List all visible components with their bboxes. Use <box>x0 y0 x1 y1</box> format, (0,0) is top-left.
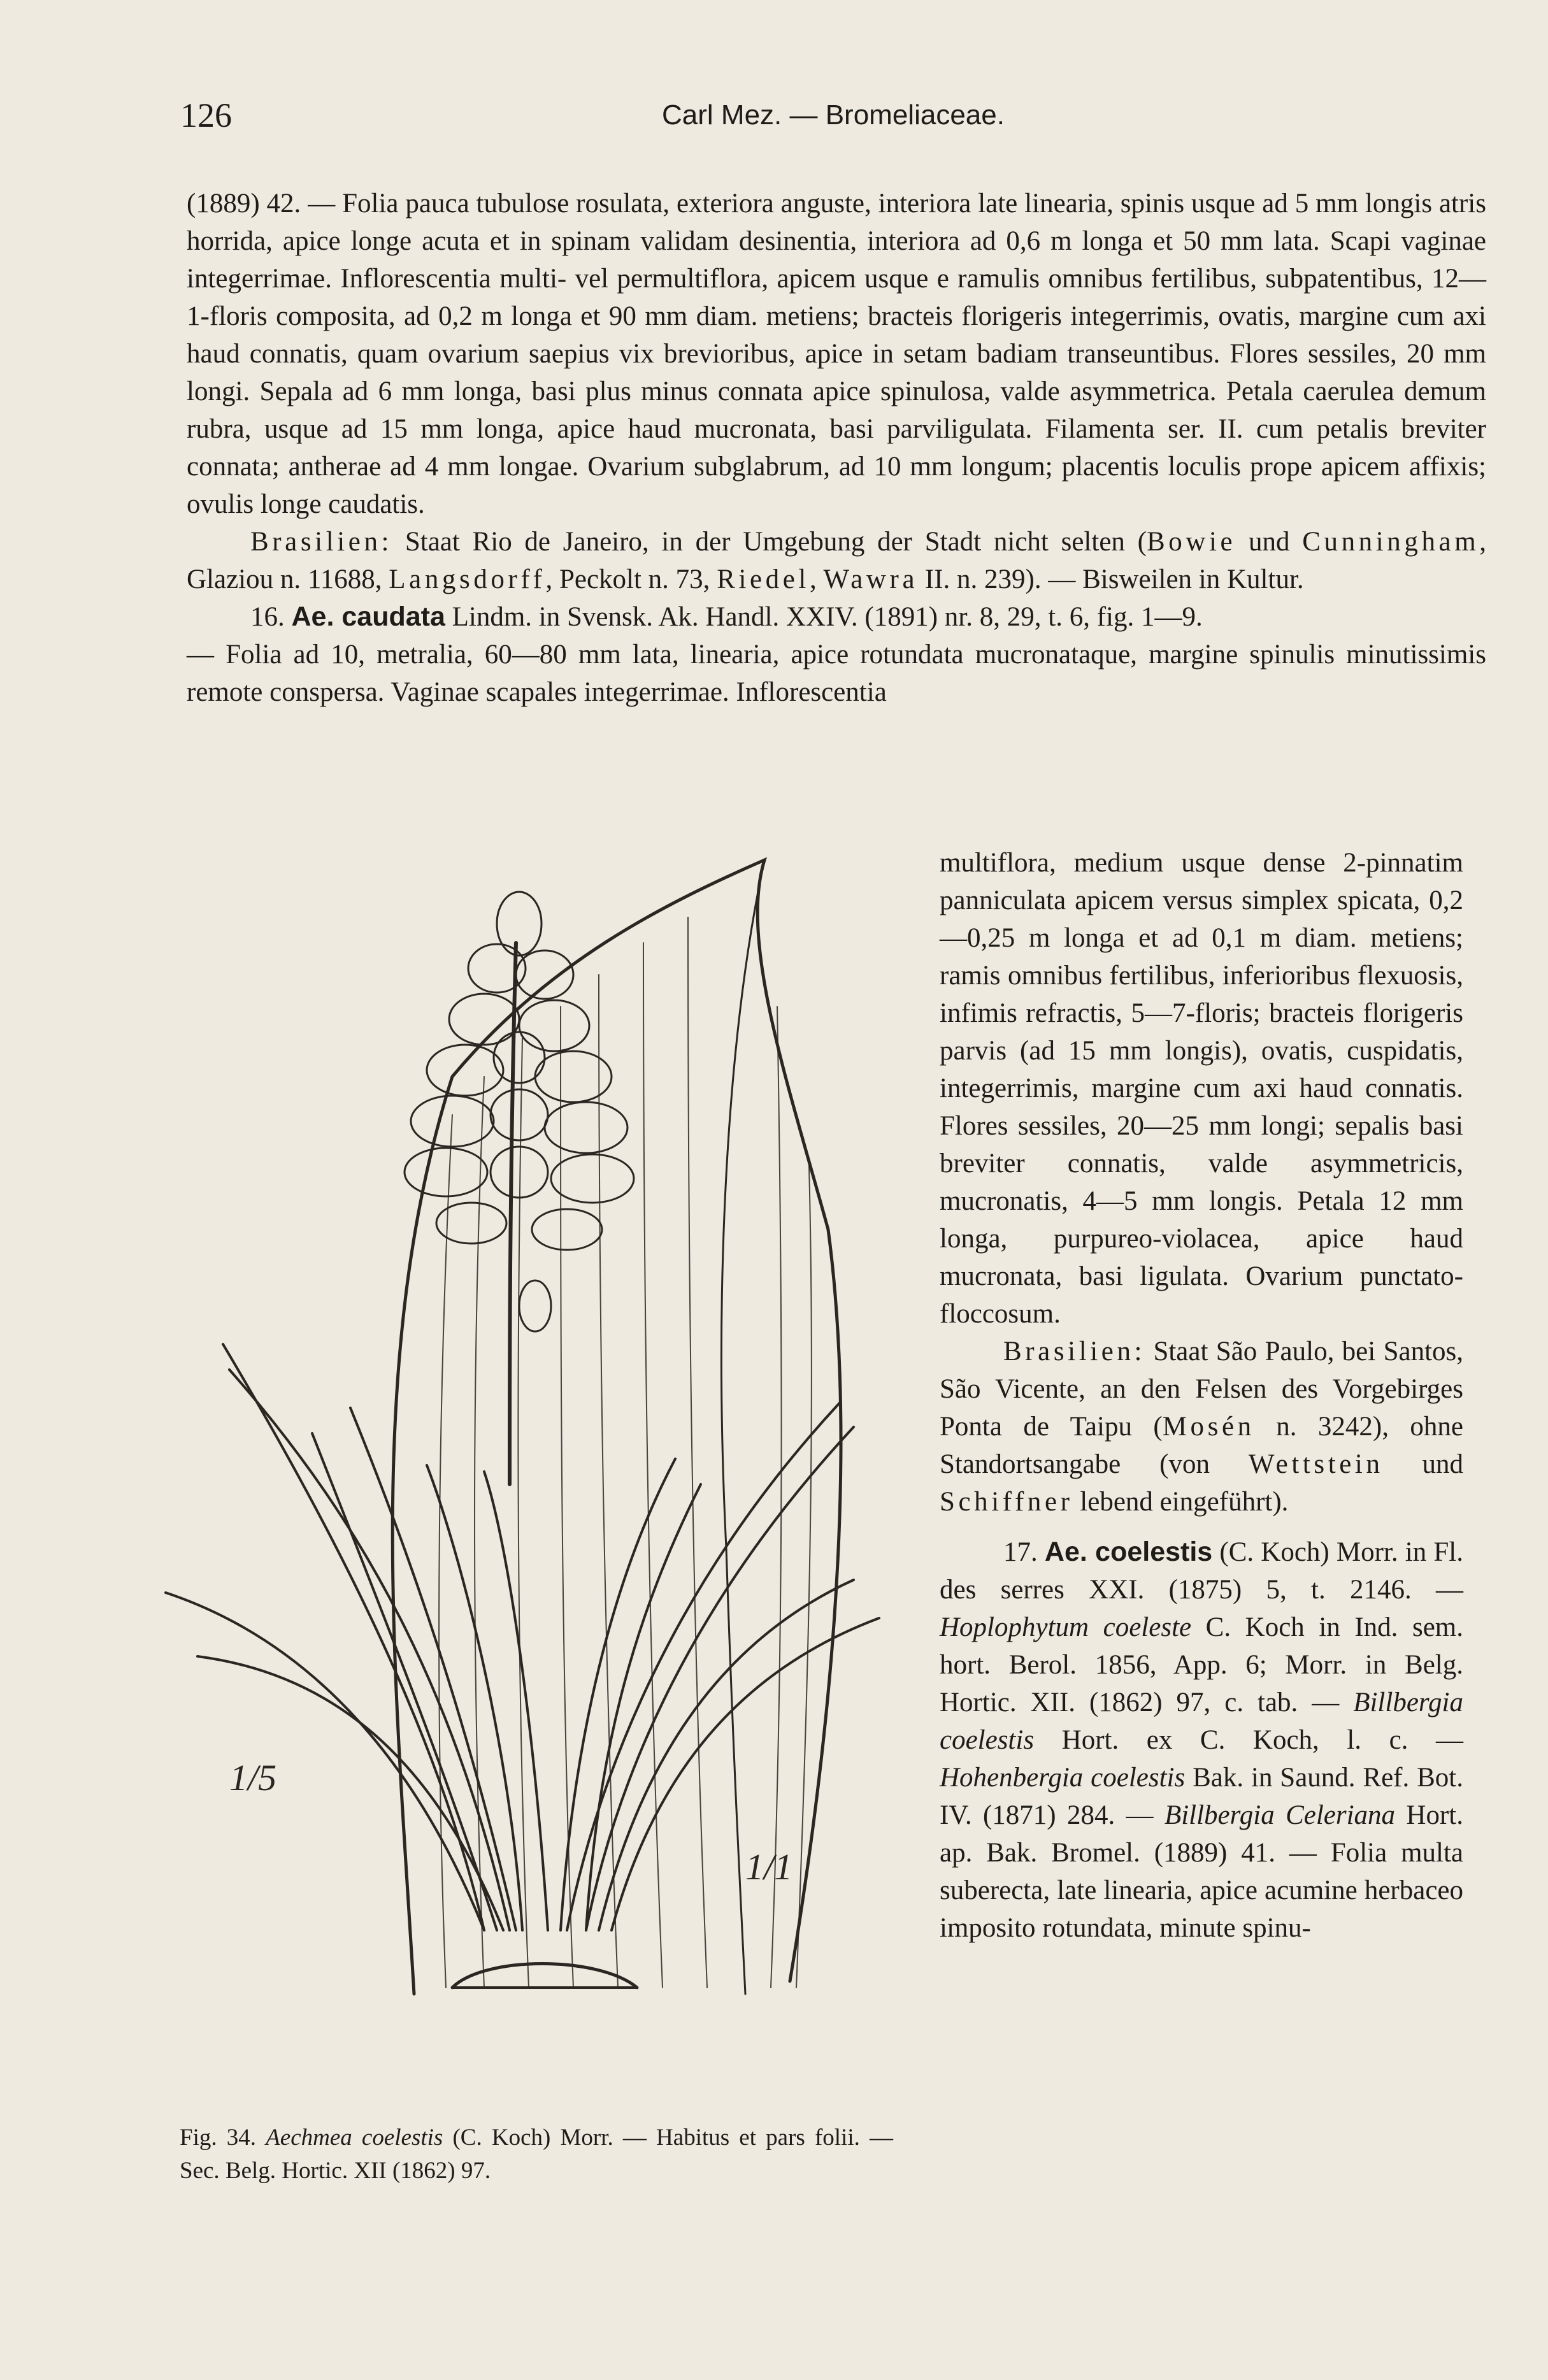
top-text-block <box>187 185 1486 711</box>
synonym: Billbergia Celeriana <box>1164 1800 1396 1830</box>
scale-label-habitus: 1/5 <box>229 1757 277 1798</box>
paragraph-description-continued: (1889) 42. — Folia pauca tubulose rosulata, exteriora anguste, interiora late linearia, spinis usque ad 5 mm longis atris horrida, apice longe acuta et in spinam validam desinentia, interiora ad 0,6 m longa et 50 mm lata. Scapi vaginae integerrimae. Inflorescentia multi- vel permultiflora, apicem usque e ramulis omnibus fertilibus, subpatentibus, 12—1-floris composita, ad 0,2 m longa et 90 mm diam. metiens; bracteis florigeris integerrimis, ovatis, margine cum axi haud connatis, quam ovarium saepius vix brevioribus, apice in setam badiam transeuntibus. Flores sessiles, 20 mm longi. Sepala ad 6 mm longa, basi plus minus connata apice spinulosa, valde asymmetrica. Petala caerulea demum rubra, usque ad 15 mm longa, apice haud mucronata, basi parviligulata. Filamenta ser. II. cum petalis breviter connata; antherae ad 4 mm longae. Ovarium subglabrum, ad 10 mm longum; placentis loculis prope apicem affixis; ovulis longe caudatis. <box>187 189 1486 519</box>
collector-name: Bowie <box>1146 527 1236 557</box>
collector-name: Langsdorff <box>389 564 546 594</box>
figure-plant-illustration <box>153 847 892 2083</box>
page-header <box>180 96 1486 153</box>
collector-name: Schiffner <box>940 1487 1073 1517</box>
collector-name: Mosén <box>1162 1412 1255 1442</box>
page-number: 126 <box>180 96 232 134</box>
paragraph-distribution: Brasilien: Staat Rio de Janeiro, in der Umgebung der Stadt nicht selten (Bowie und Cunningham, Glaziou n. 11688, Langsdorff, Peckolt n. 73, Riedel, Wawra II. n. 239). — Bisweilen in Kultur. <box>187 527 1487 594</box>
synonym: Hoplophytum coeleste <box>940 1612 1192 1642</box>
species-name: Ae. caudata <box>291 601 445 632</box>
plant-drawing <box>153 847 892 2083</box>
collector-name: Wettstein <box>1248 1449 1384 1479</box>
country-label: Brasilien: <box>250 527 393 557</box>
collector-name: Riedel <box>717 564 810 594</box>
figure-caption: Fig. 34. Aechmea coelestis (C. Koch) Morr. — Habitus et pars folii. — Sec. Belg. Hortic. XII (1862) 97. <box>180 2125 894 2184</box>
collector-name: Wawra <box>823 564 919 594</box>
caption-species: Aechmea coelestis <box>266 2125 443 2151</box>
species-heading-16: 16. Ae. caudata Lindm. in Svensk. Ak. Handl. XXIV. (1891) nr. 8, 29, t. 6, fig. 1—9. <box>250 601 1203 632</box>
running-head: Carl Mez. — Bromeliaceae. <box>662 99 1005 131</box>
right-text-column <box>940 844 1463 1947</box>
paragraph-species-16-description: — Folia ad 10, metralia, 60—80 mm lata, linearia, apice rotundata mucronataque, margine spinulis minutissimis remote conspersa. Vaginae scapales integerrimae. Inflorescentia <box>187 640 1486 707</box>
species-heading-17: 17. Ae. coelestis (C. Koch) Morr. in Fl. des serres XXI. (1875) 5, t. 2146. — Hoplophytum coeleste C. Koch in Ind. sem. hort. Berol. 1856, App. 6; Morr. in Belg. Hortic. XII. (1862) 97, c. tab. — Billbergia coelestis Hort. ex C. Koch, l. c. — Hohenbergia coelestis Bak. in Saund. Ref. Bot. IV. (1871) 284. — Billbergia Celeriana Hort. ap. Bak. Bromel. (1889) 41. — Folia multa suberecta, late linearia, apice acumine herbaceo imposito rotundata, minute spinu- <box>940 1537 1463 1943</box>
paragraph-distribution-16: Brasilien: Staat São Paulo, bei Santos, São Vicente, an den Felsen des Vorgebirges Ponta de Taipu (Mosén n. 3242), ohne Standortsangabe (von Wettstein und Schiffner lebend eingeführt). <box>940 1337 1464 1517</box>
collector-name: Cunningham <box>1302 527 1480 557</box>
species-name: Ae. coelestis <box>1044 1537 1213 1567</box>
synonym: Billbergia coelestis <box>940 1688 1463 1755</box>
country-label: Brasilien: <box>1003 1337 1146 1366</box>
scale-label-leaf: 1/1 <box>745 1846 793 1888</box>
synonym: Hohenbergia coelestis <box>940 1763 1186 1793</box>
paragraph-species-16-continued: multiflora, medium usque dense 2-pinnatim panniculata apicem versus simplex spicata, 0,2—0,25 m longa et ad 0,1 m diam. metiens; ramis omnibus fertilibus, inferioribus flexuosis, infimis refractis, 5—7-floris; bracteis florigeris parvis (ad 15 mm longis), ovatis, cuspidatis, integerrimis, margine cum axi haud connatis. Flores sessiles, 20—25 mm longi; sepalis basi breviter connatis, valde asymmetricis, mucronatis, 4—5 mm longis. Petala 12 mm longa, purpureo-violacea, apice haud mucronata, basi ligulata. Ovarium punctato-floccosum. <box>940 848 1463 1329</box>
